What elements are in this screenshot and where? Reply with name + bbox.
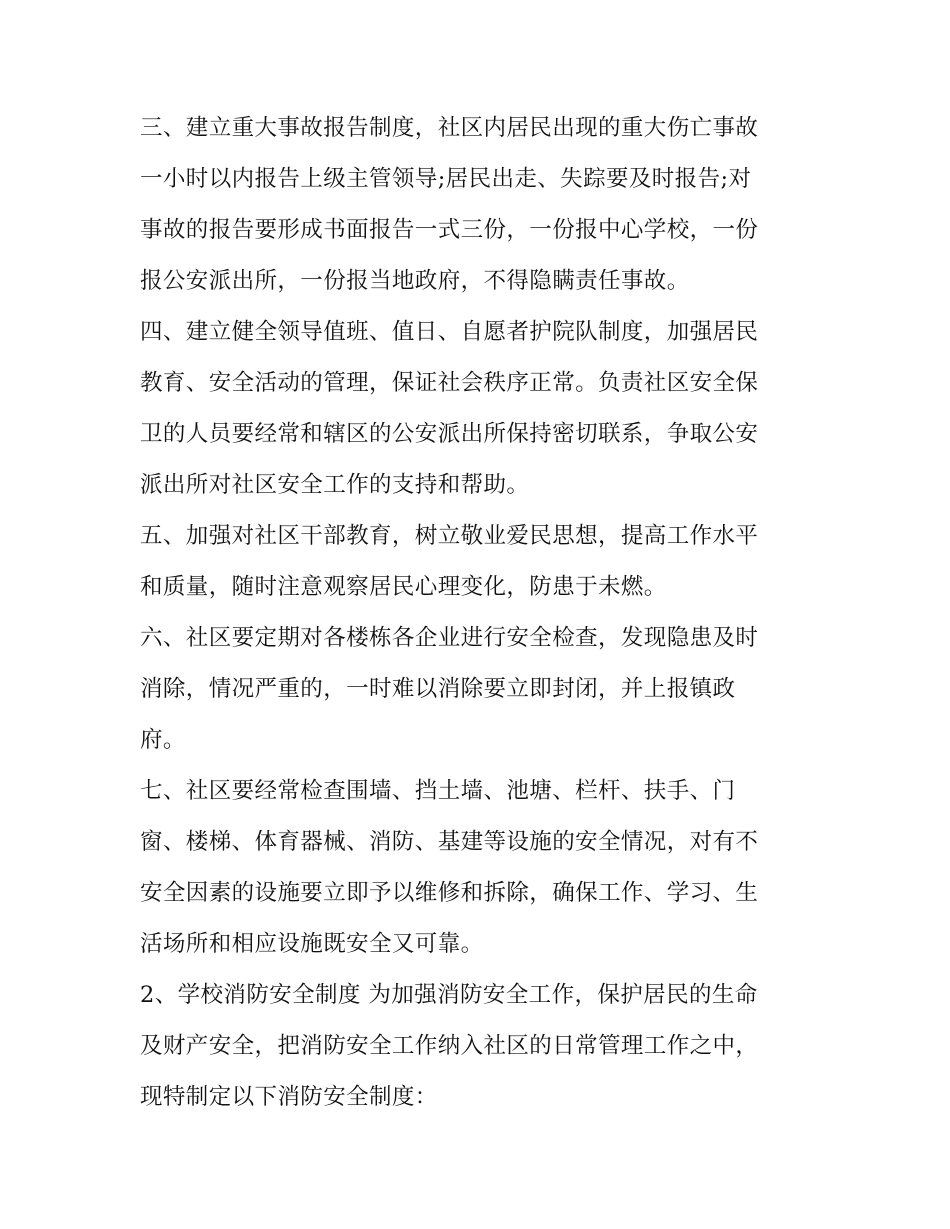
text-line: 一小时以内报告上级主管领导;居民出走、失踪要及时报告;对 <box>140 166 752 192</box>
text-line: 活场所和相应设施既安全又可靠。 <box>140 931 484 957</box>
text-line: 安全因素的设施要立即予以维修和拆除，确保工作、学习、生 <box>140 880 759 906</box>
text-line: 四、建立健全领导值班、值日、自愿者护院队制度，加强居民 <box>140 319 759 345</box>
text-line: 现特制定以下消防安全制度： <box>140 1084 438 1110</box>
text-line: 教育、安全活动的管理，保证社会秩序正常。负责社区安全保 <box>140 370 759 396</box>
text-line: 和质量，随时注意观察居民心理变化，防患于未燃。 <box>140 574 667 600</box>
text-line: 六、社区要定期对各楼栋各企业进行安全检查，发现隐患及时 <box>140 625 759 651</box>
text-line: 五、加强对社区干部教育，树立敬业爱民思想，提高工作水平 <box>140 523 759 549</box>
text-line: 消除，情况严重的，一时难以消除要立即封闭，并上报镇政 <box>140 676 736 702</box>
text-line: 窗、楼梯、体育器械、消防、基建等设施的安全情况，对有不 <box>140 829 759 855</box>
text-line: 三、建立重大事故报告制度，社区内居民出现的重大伤亡事故 <box>140 115 759 141</box>
text-line: 事故的报告要形成书面报告一式三份，一份报中心学校，一份 <box>140 217 759 243</box>
text-line: 派出所对社区安全工作的支持和帮助。 <box>140 472 530 498</box>
text-line: 及财产安全，把消防安全工作纳入社区的日常管理工作之中， <box>140 1033 759 1059</box>
text-line: 府。 <box>140 727 186 753</box>
text-line: 2、学校消防安全制度 为加强消防安全工作，保护居民的生命 <box>140 982 758 1008</box>
document-body <box>140 103 820 1123</box>
text-line: 卫的人员要经常和辖区的公安派出所保持密切联系，争取公安 <box>140 421 759 447</box>
text-line: 报公安派出所，一份报当地政府，不得隐瞒责任事故。 <box>140 268 690 294</box>
text-line: 七、社区要经常检查围墙、挡土墙、池塘、栏杆、扶手、门 <box>140 778 736 804</box>
